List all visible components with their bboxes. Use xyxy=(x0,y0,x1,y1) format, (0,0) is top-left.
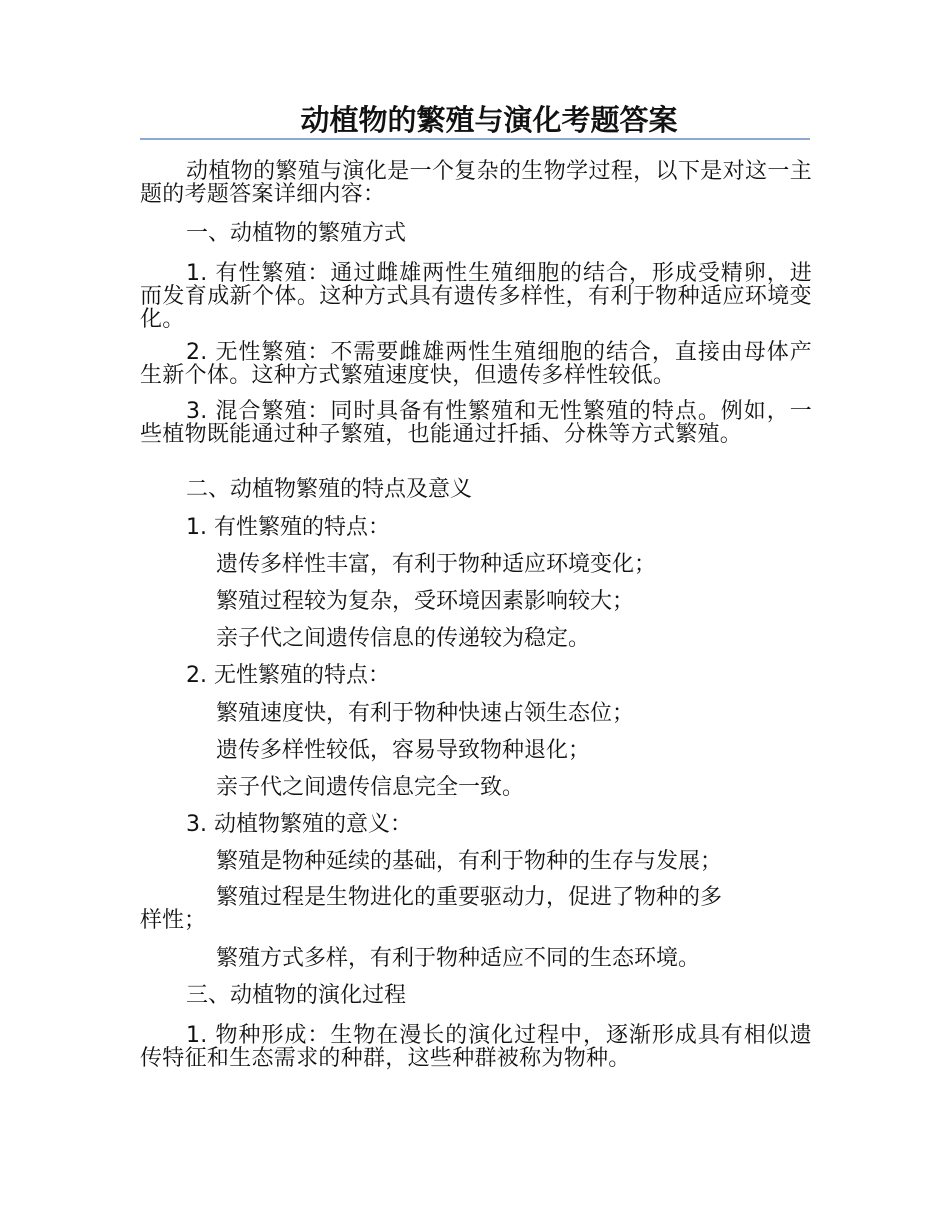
list-item: 繁殖速度快，有利于物种快速占领生态位； xyxy=(216,701,635,726)
list-item: 亲子代之间遗传信息的传递较为稳定。 xyxy=(216,626,591,651)
section-1-heading: 一、动植物的繁殖方式 xyxy=(186,221,407,246)
section-3-paragraph-1: 1. 物种形成：生物在漫长的演化过程中，逐渐形成具有相似遗传特征和生态需求的种群，这些种群被称为物种。 xyxy=(140,1023,812,1071)
section-2-sub2-title: 2. 无性繁殖的特点： xyxy=(186,663,390,688)
section-2-heading: 二、动植物繁殖的特点及意义 xyxy=(186,477,473,502)
list-item: 繁殖方式多样，有利于物种适应不同的生态环境。 xyxy=(216,946,701,971)
document-title: 动植物的繁殖与演化考题答案 xyxy=(140,100,810,140)
intro-paragraph: 动植物的繁殖与演化是一个复杂的生物学过程，以下是对这一主题的考题答案详细内容： xyxy=(140,159,812,207)
list-item: 遗传多样性丰富，有利于物种适应环境变化； xyxy=(216,552,657,577)
list-item: 繁殖是物种延续的基础，有利于物种的生存与发展； xyxy=(216,849,723,874)
section-1-paragraph-1: 1. 有性繁殖：通过雌雄两性生殖细胞的结合，形成受精卵，进而发育成新个体。这种方式具有遗传多样性，有利于物种适应环境变化。 xyxy=(140,261,812,332)
section-1-paragraph-2: 2. 无性繁殖：不需要雌雄两性生殖细胞的结合，直接由母体产生新个体。这种方式繁殖速度快，但遗传多样性较低。 xyxy=(140,340,812,388)
list-item-continuation: 样性； xyxy=(140,908,207,933)
section-2-sub3-title: 3. 动植物繁殖的意义： xyxy=(186,812,412,837)
section-1-paragraph-3: 3. 混合繁殖：同时具备有性繁殖和无性繁殖的特点。例如，一些植物既能通过种子繁殖，也能通过扦插、分株等方式繁殖。 xyxy=(140,399,812,447)
list-item: 繁殖过程较为复杂，受环境因素影响较大； xyxy=(216,589,635,614)
list-item: 亲子代之间遗传信息完全一致。 xyxy=(216,775,525,800)
list-item: 繁殖过程是生物进化的重要驱动力，促进了物种的多 xyxy=(216,885,723,910)
section-2-sub1-title: 1. 有性繁殖的特点： xyxy=(186,515,390,540)
section-3-heading: 三、动植物的演化过程 xyxy=(186,983,407,1008)
list-item: 遗传多样性较低，容易导致物种退化； xyxy=(216,738,591,763)
